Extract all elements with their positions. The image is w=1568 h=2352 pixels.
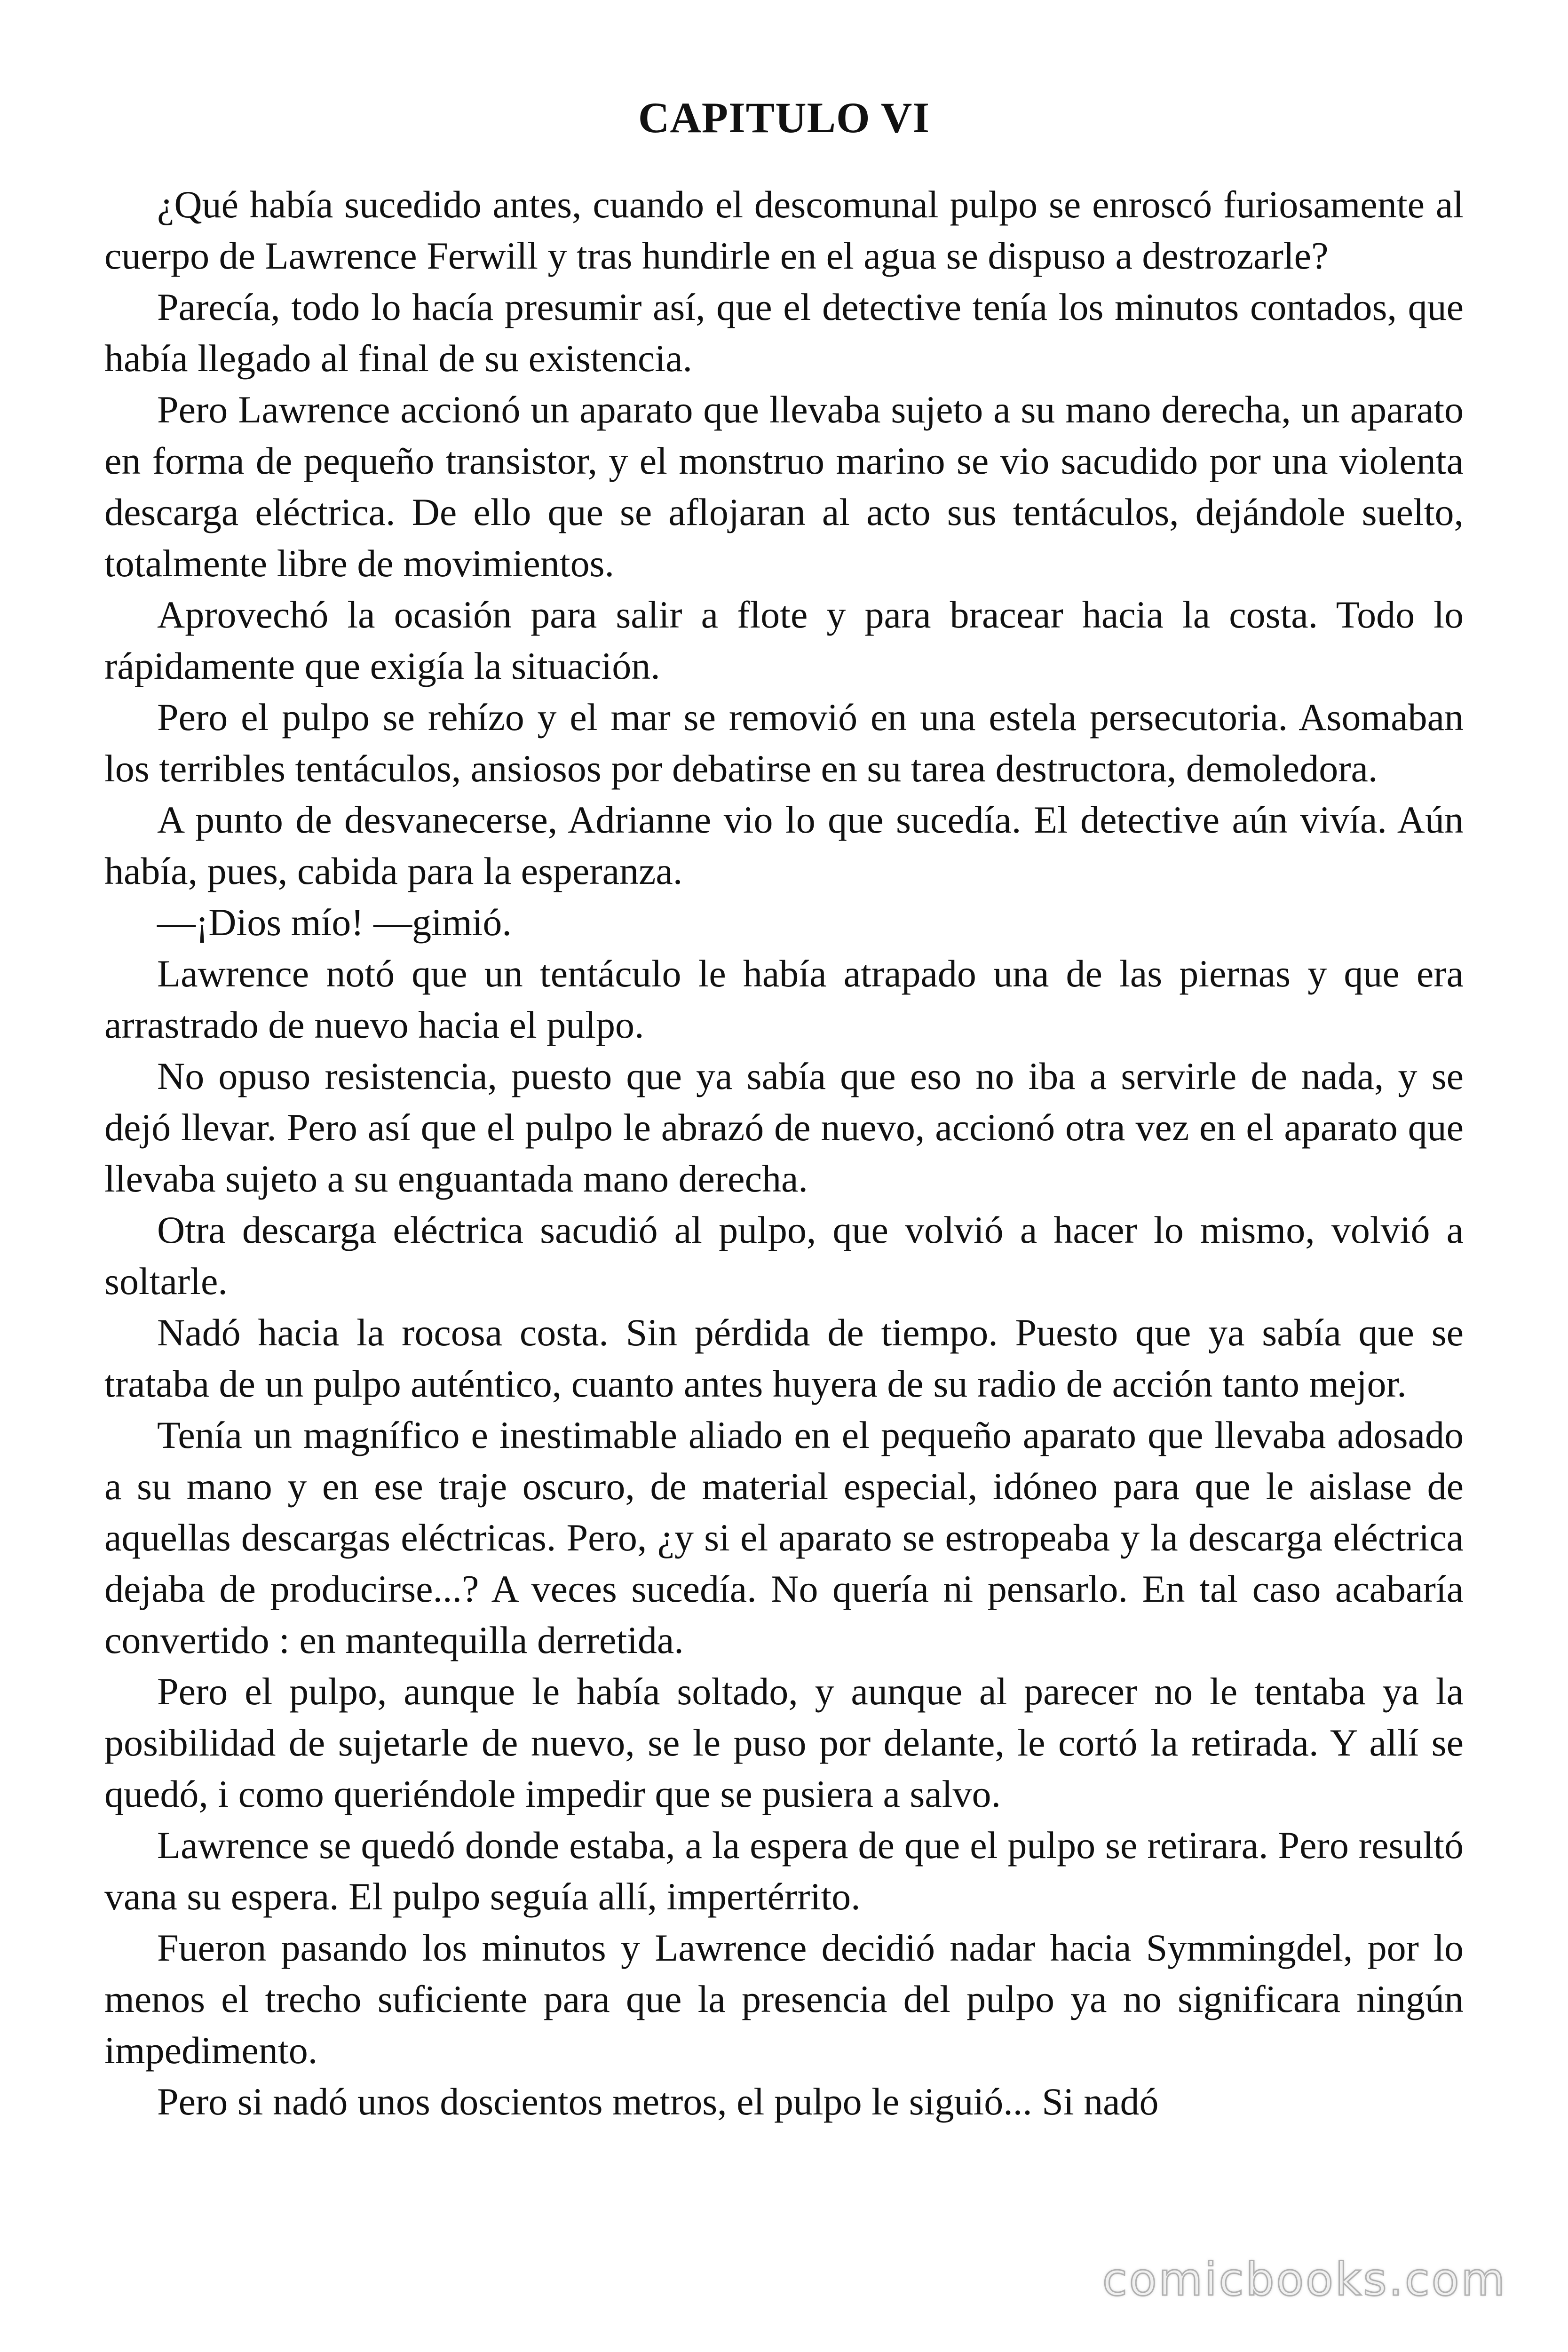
chapter-title: CAPITULO VI bbox=[638, 93, 930, 142]
paragraph: Aprovechó la ocasión para salir a flote y para bracear hacia la costa. Todo lo rápidamente que exigía la situación. bbox=[104, 593, 1464, 687]
paragraph: Tenía un magnífico e inestimable aliado en el pequeño aparato que llevaba adosado a su mano y en ese traje oscuro, de material especial, idóneo para que le aislase de aquellas descargas eléctricas. Pero, ¿y si el aparato se estropeaba y la descarga eléctrica dejaba de producirse...? A veces sucedía. No quería ni pensarlo. En tal caso acabaría convertido : en mantequilla derretida. bbox=[104, 1414, 1464, 1661]
paragraph: Otra descarga eléctrica sacudió al pulpo, que volvió a hacer lo mismo, volvió a soltarle. bbox=[104, 1208, 1464, 1303]
paragraph: Parecía, todo lo hacía presumir así, que el detective tenía los minutos contados, que había llegado al final de su existencia. bbox=[104, 286, 1464, 380]
paragraph: Pero el pulpo, aunque le había soltado, y aunque al parecer no le tentaba ya la posibilidad de sujetarle de nuevo, se le puso por delante, le cortó la retirada. Y allí se quedó, i como queriéndole impedir que se pusiera a salvo. bbox=[104, 1670, 1464, 1815]
paragraph: A punto de desvanecerse, Adrianne vio lo que sucedía. El detective aún vivía. Aún había, pues, cabida para la esperanza. bbox=[104, 798, 1464, 892]
watermark: comicbooks.com bbox=[1102, 2253, 1507, 2306]
body-text bbox=[104, 179, 1464, 2127]
paragraph: Lawrence notó que un tentáculo le había atrapado una de las piernas y que era arrastrado de nuevo hacia el pulpo. bbox=[104, 952, 1464, 1046]
paragraph: —¡Dios mío! —gimió. bbox=[157, 901, 512, 944]
paragraph: ¿Qué había sucedido antes, cuando el descomunal pulpo se enroscó furiosamente al cuerpo de Lawrence Ferwill y tras hundirle en el agua se dispuso a destrozarle? bbox=[104, 183, 1464, 277]
paragraph: Pero si nadó unos doscientos metros, el pulpo le siguió... Si nadó bbox=[157, 2080, 1159, 2123]
paragraph: Nadó hacia la rocosa costa. Sin pérdida de tiempo. Puesto que ya sabía que se trataba de un pulpo auténtico, cuanto antes huyera de su radio de acción tanto mejor. bbox=[104, 1311, 1464, 1405]
paragraph: No opuso resistencia, puesto que ya sabía que eso no iba a servirle de nada, y se dejó llevar. Pero así que el pulpo le abrazó de nuevo, accionó otra vez en el aparato que llevaba sujeto a su enguantada mano derecha. bbox=[104, 1055, 1464, 1200]
paragraph: Fueron pasando los minutos y Lawrence decidió nadar hacia Symmingdel, por lo menos el trecho suficiente para que la presencia del pulpo ya no significara ningún impedimento. bbox=[104, 1926, 1464, 2072]
paragraph: Lawrence se quedó donde estaba, a la espera de que el pulpo se retirara. Pero resultó vana su espera. El pulpo seguía allí, impertérrito. bbox=[104, 1824, 1464, 1918]
paragraph: Pero Lawrence accionó un aparato que llevaba sujeto a su mano derecha, un aparato en forma de pequeño transistor, y el monstruo marino se vio sacudido por una violenta descarga eléctrica. De ello que se aflojaran al acto sus tentáculos, dejándole suelto, totalmente libre de movimientos. bbox=[104, 388, 1464, 585]
paragraph: Pero el pulpo se rehízo y el mar se removió en una estela persecutoria. Asomaban los terribles tentáculos, ansiosos por debatirse en su tarea destructora, demoledora. bbox=[104, 696, 1464, 790]
